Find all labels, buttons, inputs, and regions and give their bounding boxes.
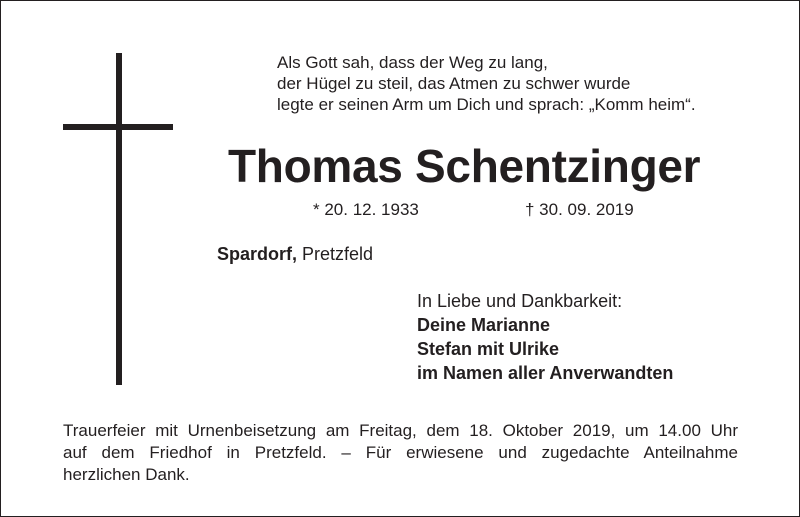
cross-vertical-bar bbox=[116, 53, 122, 385]
poem-line: Als Gott sah, dass der Weg zu lang, bbox=[277, 53, 548, 72]
deceased-name: Thomas Schentzinger bbox=[228, 140, 701, 192]
residence bbox=[217, 242, 373, 266]
mourner-name: Deine Marianne bbox=[417, 315, 551, 335]
funeral-notice-line: herzlichen Dank. bbox=[63, 465, 190, 484]
poem bbox=[277, 52, 757, 115]
mourners-intro: In Liebe und Dankbarkeit: bbox=[417, 291, 623, 311]
birth-date: * 20. 12. 1933 bbox=[313, 200, 419, 219]
funeral-notice-line: Trauerfeier mit Urnenbeisetzung am Freitag, dem 18. Oktober 2019, um 14.00 Uhr bbox=[63, 421, 738, 440]
death-date: † 30. 09. 2019 bbox=[525, 200, 634, 219]
cross-horizontal-bar bbox=[63, 124, 173, 130]
mourner-name: im Namen aller Anverwandten bbox=[417, 363, 674, 383]
poem-line: der Hügel zu steil, das Atmen zu schwer wurde bbox=[277, 74, 631, 93]
funeral-notice bbox=[63, 420, 738, 486]
funeral-notice-line: auf dem Friedhof in Pretzfeld. – Für erwiesene und zugedachte Anteilnahme bbox=[63, 443, 738, 462]
poem-line: legte er seinen Arm um Dich und sprach: „Komm heim“. bbox=[277, 95, 696, 114]
mourners-block bbox=[417, 289, 673, 385]
mourner-name: Stefan mit Ulrike bbox=[417, 339, 560, 359]
residence-primary: Spardorf, bbox=[217, 244, 298, 264]
residence-secondary: Pretzfeld bbox=[302, 244, 374, 264]
